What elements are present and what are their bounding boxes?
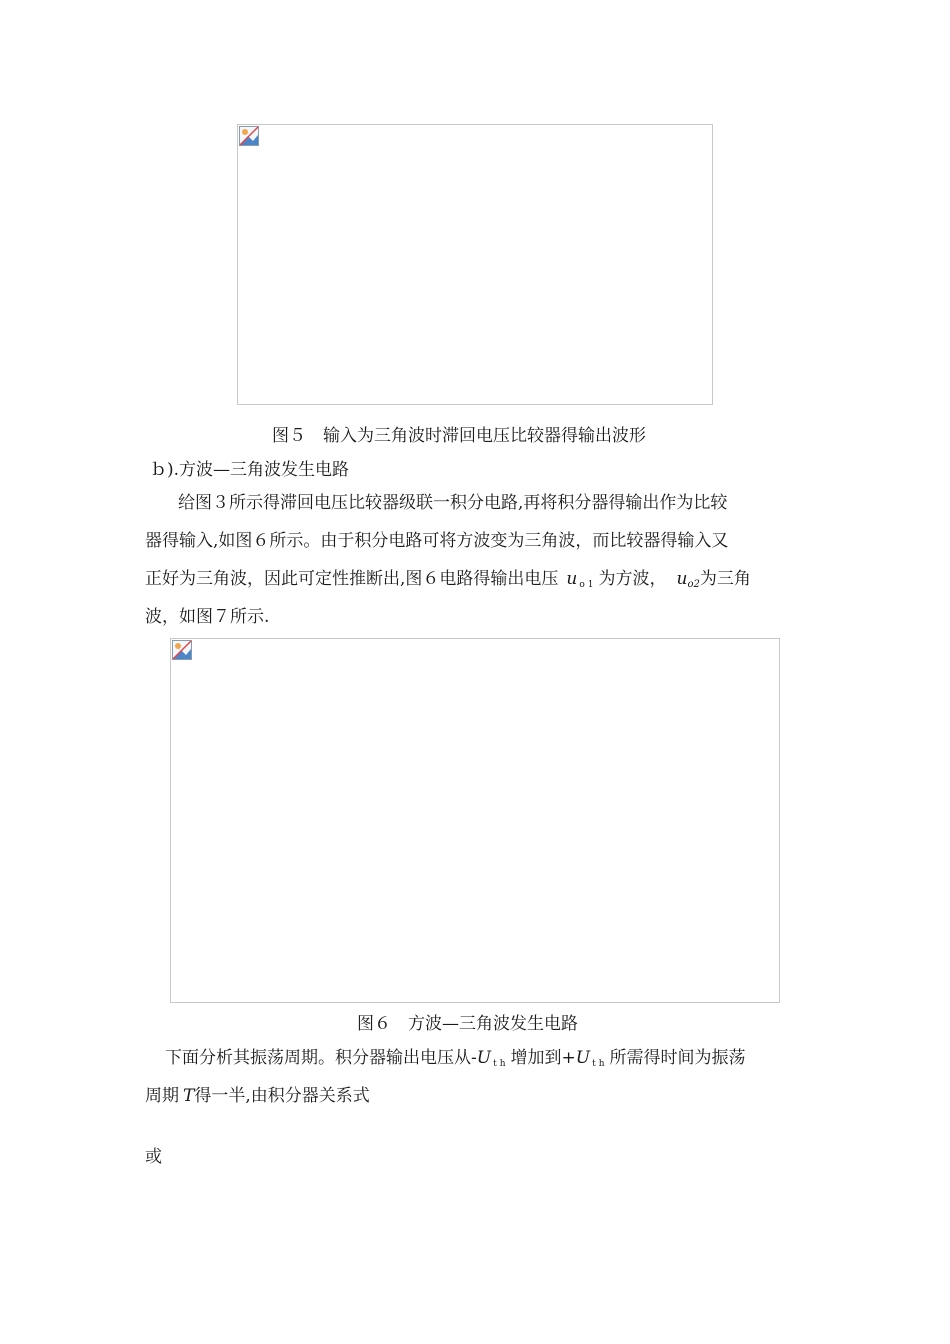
- broken-image-icon: [239, 126, 259, 146]
- broken-image-icon: [172, 640, 192, 660]
- period-symbol: T: [183, 1086, 195, 1106]
- threshold-subscript: th: [493, 1059, 509, 1069]
- threshold-subscript: th: [592, 1059, 608, 1069]
- section-b-heading: ｂ).方波—三角波发生电路: [150, 460, 350, 480]
- text-segment: 得一半,由积分器关系式: [194, 1086, 370, 1106]
- paragraph-1-line-2: 器得输入,如图６所示。由于积分电路可将方波变为三角波，而比较器得输入又: [145, 531, 729, 551]
- voltage-symbol: u: [676, 569, 688, 589]
- voltage-subscript: o1: [579, 580, 597, 590]
- voltage-symbol: u: [566, 569, 578, 589]
- text-segment: 为方波，: [598, 569, 667, 589]
- or-text: 或: [145, 1147, 162, 1167]
- voltage-subscript: o2: [687, 579, 700, 590]
- figure-6-caption: 图６ 方波—三角波发生电路: [357, 1014, 578, 1034]
- paragraph-2-line-2: [145, 1085, 370, 1107]
- text-segment: 增加到+: [510, 1048, 576, 1068]
- text-segment: 正好为三角波，因此可定性推断出,图６电路得输出电压: [145, 569, 559, 589]
- figure-5-caption: 图５ 输入为三角波时滞回电压比较器得输出波形: [272, 426, 646, 446]
- text-segment: 周期: [145, 1086, 179, 1106]
- paragraph-1-line-3: [145, 568, 751, 596]
- text-segment: 所需得时间为振荡: [609, 1048, 746, 1068]
- threshold-symbol: U: [575, 1048, 591, 1068]
- figure-6-image: [170, 638, 780, 1003]
- threshold-symbol: U: [476, 1048, 492, 1068]
- text-segment: 下面分析其振荡周期。积分器输出电压从-: [165, 1048, 477, 1068]
- paragraph-1-line-1: 给图３所示得滞回电压比较器级联一积分电路,再将积分器得输出作为比较: [178, 493, 728, 513]
- figure-5-image: [237, 124, 713, 405]
- text-segment: 为三角: [699, 569, 751, 589]
- paragraph-1-line-4: 波，如图７所示.: [145, 607, 270, 627]
- paragraph-2-line-1: [165, 1047, 746, 1075]
